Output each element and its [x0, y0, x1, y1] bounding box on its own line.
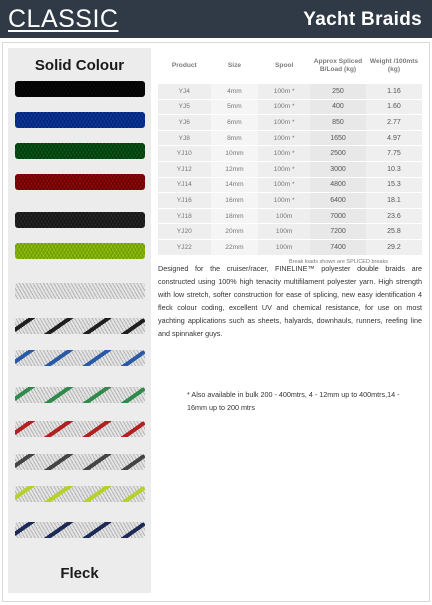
cell-product: YJ14 [158, 177, 211, 193]
cell-spool: 100m * [258, 99, 310, 115]
spec-table-header [158, 48, 422, 84]
cell-spool: 100m * [258, 146, 310, 162]
cell-spool: 100m * [258, 115, 310, 131]
rope-swatch-panel [8, 48, 151, 593]
cell-weight: 7.75 [366, 146, 422, 162]
cell-spool: 100m [258, 208, 310, 224]
cell-weight: 10.3 [366, 161, 422, 177]
cell-spool: 100m * [258, 193, 310, 209]
cell-product: YJ4 [158, 84, 211, 99]
table-row [158, 239, 422, 255]
cell-bload: 7400 [310, 239, 366, 255]
rope-swatch-red [15, 174, 145, 190]
cell-weight: 23.6 [366, 208, 422, 224]
cell-spool: 100m * [258, 177, 310, 193]
cell-product: YJ18 [158, 208, 211, 224]
cell-bload: 3000 [310, 161, 366, 177]
cell-product: YJ22 [158, 239, 211, 255]
cell-size: 8mm [211, 130, 259, 146]
table-row [158, 130, 422, 146]
cell-size: 16mm [211, 193, 259, 209]
cell-spool: 100m * [258, 130, 310, 146]
bulk-availability-note: * Also available in bulk 200 - 400mtrs, 4 - 12mm up to 400mtrs,14 - 16mm up to 200 mtrs [187, 390, 400, 412]
col-header-spool: Spool [275, 62, 294, 70]
rope-swatch-navy-fleck [15, 522, 145, 538]
fleck-heading: Fleck [60, 565, 99, 582]
cell-product: YJ8 [158, 130, 211, 146]
cell-product: YJ5 [158, 99, 211, 115]
cell-product: YJ10 [158, 146, 211, 162]
cell-size: 4mm [211, 84, 259, 99]
cell-product: YJ16 [158, 193, 211, 209]
cell-size: 12mm [211, 161, 259, 177]
cell-bload: 850 [310, 115, 366, 131]
break-load-note: Break loads shown are SPLICED breaks [288, 258, 388, 265]
cell-weight: 25.8 [366, 224, 422, 240]
rope-swatch-lime [15, 243, 145, 259]
cell-bload: 6400 [310, 193, 366, 209]
spec-section [158, 48, 424, 265]
col-header-product: Product [171, 62, 197, 70]
cell-bload: 400 [310, 99, 366, 115]
table-row [158, 193, 422, 209]
cell-spool: 100m * [258, 161, 310, 177]
col-header-weight: Weight /100mts (kg) [369, 58, 419, 73]
rope-swatch-blue-fleck [15, 350, 145, 366]
table-row [158, 224, 422, 240]
cell-size: 18mm [211, 208, 259, 224]
cell-bload: 7000 [310, 208, 366, 224]
table-row [158, 146, 422, 162]
spec-table-body [158, 84, 422, 255]
table-row [158, 84, 422, 99]
rope-swatch-black [15, 81, 145, 97]
rope-swatch-red-fleck [15, 421, 145, 437]
cell-bload: 250 [310, 84, 366, 99]
rope-swatch-blue [15, 112, 145, 128]
cell-product: YJ6 [158, 115, 211, 131]
cell-size: 5mm [211, 99, 259, 115]
rope-swatch-green [15, 143, 145, 159]
table-row [158, 115, 422, 131]
cell-weight: 1.16 [366, 84, 422, 99]
cell-bload: 7200 [310, 224, 366, 240]
table-row [158, 161, 422, 177]
cell-bload: 4800 [310, 177, 366, 193]
cell-weight: 4.97 [366, 130, 422, 146]
table-row [158, 177, 422, 193]
rope-swatch-grey [15, 212, 145, 228]
cell-weight: 18.1 [366, 193, 422, 209]
cell-weight: 15.3 [366, 177, 422, 193]
cell-size: 20mm [211, 224, 259, 240]
rope-swatch-grey-fleck [15, 454, 145, 470]
cell-size: 22mm [211, 239, 259, 255]
col-header-size: Size [227, 62, 242, 70]
header-bar [0, 0, 432, 38]
brand-title: CLASSIC [8, 5, 119, 33]
cell-weight: 29.2 [366, 239, 422, 255]
cell-size: 10mm [211, 146, 259, 162]
cell-size: 14mm [211, 177, 259, 193]
rope-swatch-white [15, 283, 145, 299]
rope-swatch-lime-fleck [15, 486, 145, 502]
cell-weight: 1.60 [366, 99, 422, 115]
rope-swatch-green-fleck [15, 387, 145, 403]
solid-colour-heading: Solid Colour [34, 57, 125, 74]
cell-size: 6mm [211, 115, 259, 131]
cell-spool: 100m * [258, 84, 310, 99]
cell-weight: 2.77 [366, 115, 422, 131]
product-description: Designed for the cruiser/racer, FINELINE™ polyester double braids are constructed using 100% high tenacity multifilament polyester yarn. High strength with low stretch, softer construction for ease of splicing, new easy identification 4 fleck colour coding, excellent UV and chemical resistance, for use on most yachting applications such as sheets, halyards, downhauls, runners, reefing line and spinnaker guys. [158, 264, 422, 338]
col-header-bload: Approx Spliced B/Load (kg) [313, 58, 363, 73]
product-title: Yacht Braids [303, 9, 422, 30]
cell-product: YJ20 [158, 224, 211, 240]
cell-spool: 100m [258, 224, 310, 240]
cell-product: YJ12 [158, 161, 211, 177]
table-row [158, 99, 422, 115]
rope-swatch-black-fleck [15, 318, 145, 334]
cell-bload: 1650 [310, 130, 366, 146]
cell-bload: 2500 [310, 146, 366, 162]
cell-spool: 100m [258, 239, 310, 255]
spec-table [158, 48, 422, 256]
table-row [158, 208, 422, 224]
